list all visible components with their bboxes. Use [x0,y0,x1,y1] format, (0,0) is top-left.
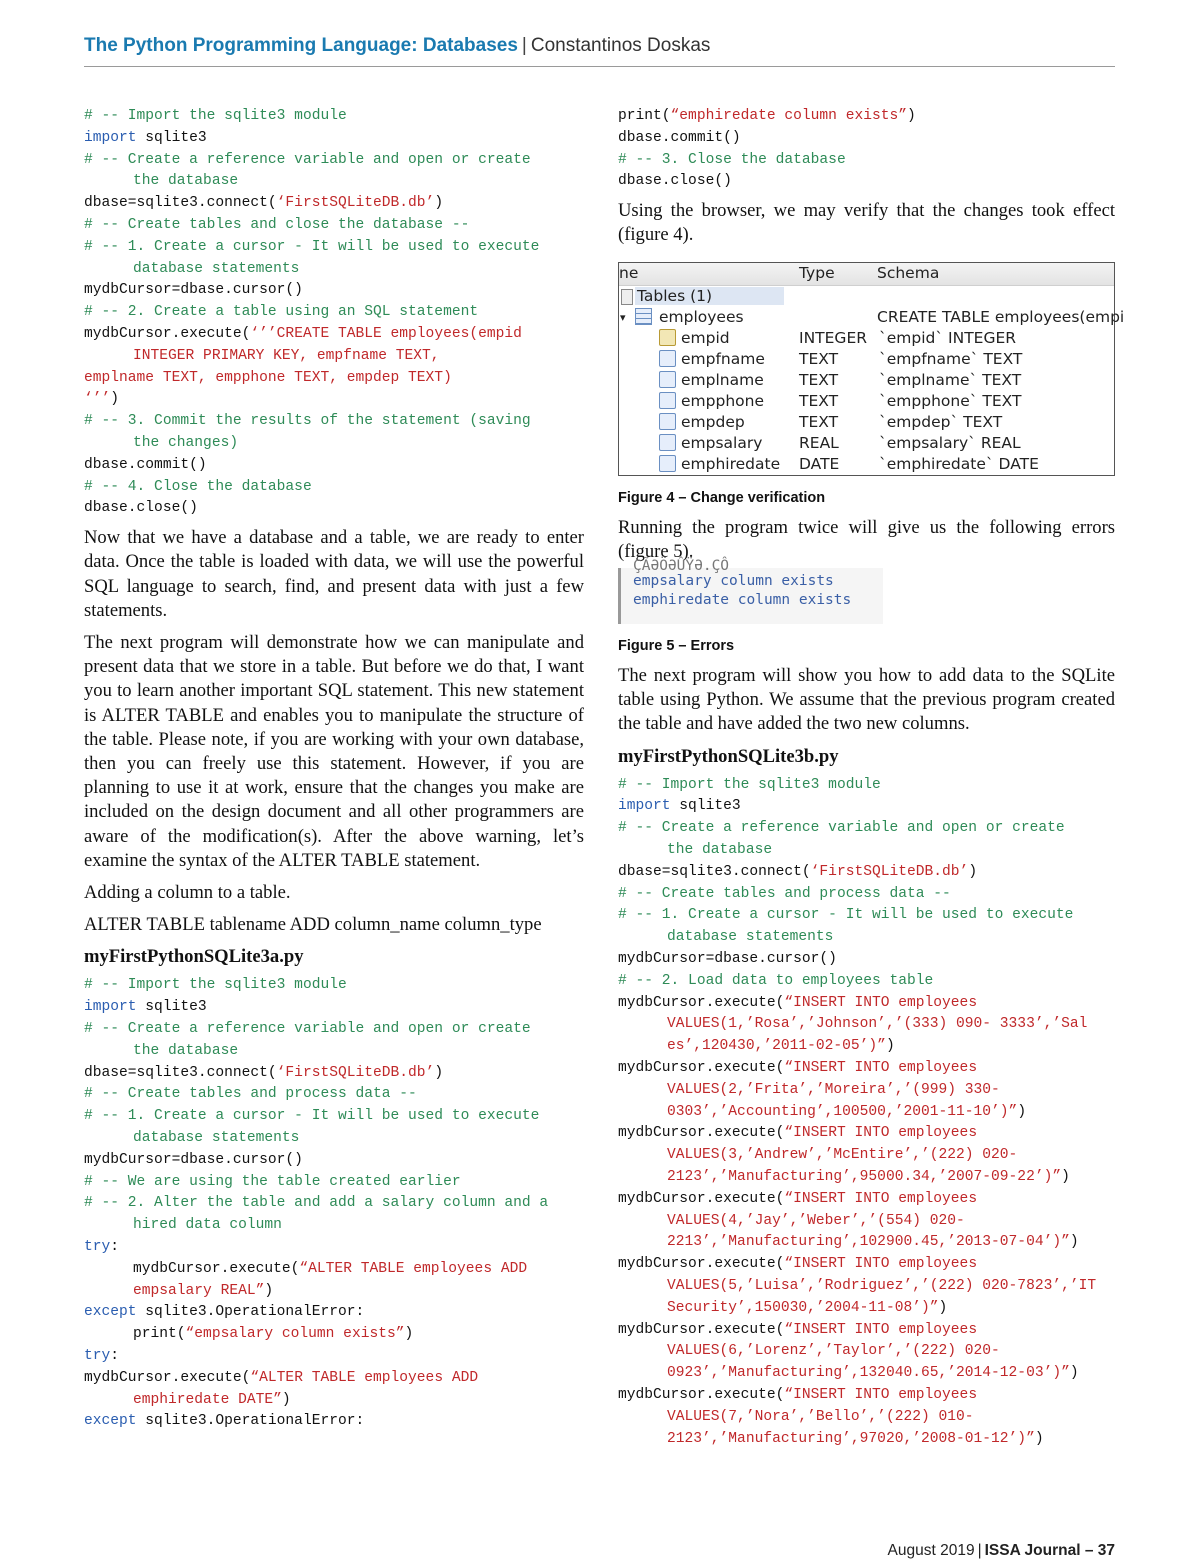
code-line: # -- 4. Close the database [84,478,312,495]
field-icon [659,455,676,472]
code-line: dbase=sqlite3.connect(‘FirstSQLiteDB.db’) [618,863,978,880]
filename-heading: myFirstPythonSQLite3a.py [84,946,304,968]
footer-journal: ISSA Journal – 37 [984,1542,1115,1559]
code-line: dbase=sqlite3.connect(‘FirstSQLiteDB.db’) [84,195,444,212]
field-type: TEXT [799,391,839,410]
field-row[interactable] [619,349,1114,370]
table-schema: CREATE TABLE employees(empi [877,307,1125,326]
code-line: except sqlite3.OperationalError: [84,1413,365,1430]
code-line: INTEGER PRIMARY KEY, empfname TEXT, [133,347,440,364]
filename-heading: myFirstPythonSQLite3b.py [618,745,839,767]
code-line: VALUES(2,’Frita’,’Moreira’,’(999) 330- [667,1081,1000,1098]
code-line: mydbCursor.execute(“INSERT INTO employees [618,1321,978,1338]
table-icon [635,308,652,325]
header-title: The Python Programming Language: Databases [84,35,518,56]
code-line: dbase.close() [84,500,198,517]
field-name: empphone [681,391,764,410]
field-row[interactable] [619,370,1114,391]
code-line: VALUES(5,’Luisa’,’Rodriguez’,’(222) 020-7823’,’IT [667,1277,1097,1294]
code-line: print(“emphiredate column exists”) [618,108,916,124]
field-name: empdep [681,412,745,431]
code-line: # -- 3. Close the database [618,151,846,168]
code-line: # -- Create a reference variable and open or create [84,1020,531,1037]
code-line: # -- Create a reference variable and open or create [618,820,1065,837]
code-line: VALUES(7,’Nora’,’Bello’,’(222) 010- [667,1408,974,1425]
code-line: try: [84,1238,120,1255]
code-line: empsalary REAL”) [133,1282,274,1299]
code-line: 2123’,’Manufacturing’,97020,’2008-01-12’)”) [667,1430,1044,1447]
field-row[interactable] [619,391,1114,412]
field-schema: `emplname` TEXT [879,370,1022,389]
code-line: import sqlite3 [618,798,741,815]
paragraph: Running the program twice will give us the following errors (figure 5). [618,516,1115,562]
code-line: dbase.close() [618,173,732,190]
db-browser-screenshot [618,262,1125,476]
field-schema: `empid` INTEGER [879,328,1017,347]
field-list [619,328,1114,475]
code-block [618,775,1115,1451]
field-type: TEXT [799,370,839,389]
field-icon [659,371,676,388]
code-line: # -- 1. Create a cursor - It will be used to execute [84,238,540,255]
code-line: 2123’,’Manufacturing’,95000.34,’2007-09-22’)”) [667,1168,1070,1185]
paragraph: The next program will demonstrate how we can manipulate and present data that we store in a table. But before we do that, I want you to learn another important SQL statement. This new statement is ALTER TABLE and enables you to manipulate the structure of the table. Please note, if you are working with your own database, then you can freely use this statement. However, if you are planning to use it at work, ensure that the changes you make are included on the design document and all other programmers are aware of the modification(s). After the above warning, let’s examine the syntax of the ALTER TABLE statement. [84,631,584,871]
code-line: database statements [133,260,300,277]
code-line: # -- Create tables and process data -- [618,885,951,902]
code-line: emphiredate DATE”) [133,1391,291,1408]
field-schema: `empsalary` REAL [879,433,1021,452]
code-block [618,106,1115,193]
field-name: emphiredate [681,454,781,473]
code-line: # -- 3. Commit the results of the statement (saving [84,413,531,430]
code-line: mydbCursor=dbase.cursor() [618,950,837,967]
field-name: empid [681,328,730,347]
figure-caption: Figure 4 – Change verification [618,489,826,506]
code-line: mydbCursor=dbase.cursor() [84,282,303,299]
code-line: mydbCursor.execute(“ALTER TABLE employees ADD [133,1260,528,1277]
field-icon [659,392,676,409]
field-type: DATE [799,454,840,473]
collapse-toggle-icon[interactable] [621,289,633,305]
code-block [84,975,584,1433]
code-line: import sqlite3 [84,129,207,146]
code-line: mydbCursor.execute(“INSERT INTO employees [618,1125,978,1142]
code-line: VALUES(1,’Rosa’,’Johnson’,’(333) 090- 3333’,’Sal [667,1016,1088,1033]
code-line: mydbCursor.execute(“INSERT INTO employees [618,1059,978,1076]
field-name: empfname [681,349,765,368]
code-line: VALUES(3,’Andrew’,’McEntire’,’(222) 020- [667,1147,1018,1164]
field-schema: `emphiredate` DATE [879,454,1039,473]
page-header [84,30,1115,67]
field-row[interactable] [619,454,1114,475]
expand-arrow-icon: ▾ [620,310,626,324]
cropped-line: ÇÃƏÖƏÛŸƏ.ÇÔ [633,558,730,574]
column-header-schema: Schema [877,263,940,282]
code-line: the database [133,173,239,190]
field-row[interactable] [619,433,1114,454]
error-line: empsalary column exists [633,573,834,589]
page-footer [888,1542,1115,1560]
code-line: # -- We are using the table created earlier [84,1173,461,1190]
code-line: except sqlite3.OperationalError: [84,1304,365,1321]
code-line: dbase.commit() [84,456,207,473]
code-line: mydbCursor=dbase.cursor() [84,1151,303,1168]
column-header-name: ne [619,263,639,282]
table-row-employees[interactable] [619,307,1125,328]
error-line: emphiredate column exists [633,592,852,608]
code-line: VALUES(6,’Lorenz’,’Taylor’,’(222) 020- [667,1343,1000,1360]
key-field-icon [659,329,676,346]
code-line: ‘’’) [84,391,120,408]
field-schema: `empfname` TEXT [879,349,1023,368]
code-line: # -- 1. Create a cursor - It will be used to execute [618,907,1074,924]
field-type: TEXT [799,412,839,431]
code-line: # -- Create tables and process data -- [84,1086,417,1103]
footer-date: August 2019 [887,1542,975,1559]
code-line: dbase.commit() [618,129,741,146]
field-schema: `empdep` TEXT [879,412,1003,431]
code-line: 0303’,’Accounting’,100500,’2001-11-10’)”) [667,1103,1027,1120]
code-line: # -- Import the sqlite3 module [618,776,881,793]
field-type: TEXT [799,349,839,368]
code-line: # -- 2. Alter the table and add a salary column and a [84,1195,549,1212]
code-line: emplname TEXT, empphone TEXT, empdep TEXT) [84,369,452,386]
code-line: dbase=sqlite3.connect(‘FirstSQLiteDB.db’) [84,1064,444,1081]
code-line: print(“empsalary column exists”) [133,1326,414,1343]
code-line: the database [133,1042,239,1059]
footer-separator: | [977,1542,982,1559]
code-line: mydbCursor.execute(“INSERT INTO employees [618,1190,978,1207]
field-icon [659,413,676,430]
code-line: 2213’,’Manufacturing’,102900.45,’2013-07-04’)”) [667,1234,1079,1251]
figure-caption: Figure 5 – Errors [618,638,735,654]
syntax-line: ALTER TABLE tablename ADD column_name column_type [84,914,542,936]
code-line: mydbCursor.execute(“INSERT INTO employees [618,994,978,1011]
paragraph: Using the browser, we may verify that the changes took effect (figure 4). [618,200,1115,246]
tables-label: Tables (1) [635,287,784,305]
paragraph: The next program will show you how to add data to the SQLite table using Python. We assume that the previous program created the table and have added the two new columns. [618,665,1115,735]
header-separator: | [521,35,527,56]
error-output-screenshot [618,558,883,624]
code-line: the changes) [133,434,239,451]
code-line: # -- 2. Load data to employees table [618,972,934,989]
column-header-type: Type [799,263,835,282]
field-name: empsalary [681,433,763,452]
tables-row[interactable] [619,286,1114,307]
field-icon [659,434,676,451]
code-line: es’,120430,’2011-02-05’)”) [667,1038,895,1055]
db-browser-header [619,263,1114,286]
code-line: mydbCursor.execute(“INSERT INTO employees [618,1386,978,1403]
code-line: database statements [667,929,834,946]
right-column [618,106,1125,1450]
code-line: # -- Import the sqlite3 module [84,108,347,124]
code-line: mydbCursor.execute(‘’’CREATE TABLE employees(empid [84,325,522,342]
header-author: Constantinos Doskas [530,35,711,56]
code-line: mydbCursor.execute(“INSERT INTO employees [618,1256,978,1273]
code-line: import sqlite3 [84,999,207,1016]
field-type: INTEGER [799,328,868,347]
field-type: REAL [799,433,839,452]
code-line: # -- 2. Create a table using an SQL statement [84,304,479,321]
code-line: # -- Create a reference variable and open or create [84,151,531,168]
field-row[interactable] [619,412,1114,433]
code-line: VALUES(4,’Jay’,’Weber’,’(554) 020- [667,1212,965,1229]
paragraph: Adding a column to a table. [84,881,291,903]
field-name: emplname [681,370,764,389]
code-line: hired data column [133,1217,282,1234]
code-line: # -- Create tables and close the database -- [84,216,470,233]
code-line: mydbCursor.execute(“ALTER TABLE employees ADD [84,1369,479,1386]
code-line: the database [667,842,773,858]
field-row[interactable] [619,328,1114,349]
code-line: 0923’,’Manufacturing’,132040.65,’2014-12-03’)”) [667,1365,1079,1382]
field-schema: `empphone` TEXT [879,391,1022,410]
code-line: Security’,150030,’2004-11-08’)”) [667,1299,948,1316]
table-name: employees [659,307,744,326]
code-line: database statements [133,1129,300,1146]
code-line: try: [84,1347,120,1364]
field-icon [659,350,676,367]
paragraph: Now that we have a database and a table, we are ready to enter data. Once the table is loaded with data, we will use the powerful SQL language to search, find, and present data with just a few statements. [84,527,584,621]
code-block [84,106,584,520]
code-line: # -- 1. Create a cursor - It will be used to execute [84,1108,540,1125]
left-column [84,106,584,1433]
code-line: # -- Import the sqlite3 module [84,977,347,994]
